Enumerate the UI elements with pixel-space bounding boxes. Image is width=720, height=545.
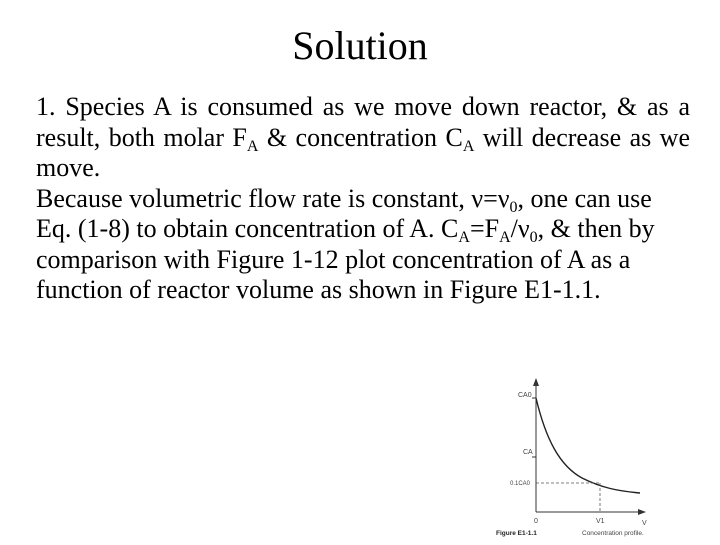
p2-text-3: =F <box>469 214 500 243</box>
concentration-curve <box>536 398 640 493</box>
p2-sub-4: 0 <box>529 229 538 246</box>
label-origin: 0 <box>534 518 538 525</box>
figure-caption-label: Figure E1-1.1 <box>496 530 537 537</box>
solution-text <box>36 92 690 306</box>
figure-caption-text: Concentration profile. <box>582 530 644 537</box>
x-axis-arrow <box>638 509 646 515</box>
y-axis-arrow <box>533 378 539 386</box>
paragraph-2 <box>36 184 690 306</box>
label-v1: V1 <box>596 518 605 525</box>
p2-sub-3: A <box>499 229 511 246</box>
p1-text-c: will decrease as we move. <box>36 122 690 182</box>
p2-text-1: Because volumetric flow rate is constant, ν=ν <box>36 183 510 213</box>
label-ca: CA <box>523 449 533 456</box>
label-01ca0: 0.1CA0 <box>510 481 531 487</box>
p1-text-a: 1. Species A is consumed as we move down reactor, & as a result, both molar F <box>36 92 690 152</box>
p1-sub-b: A <box>462 137 475 155</box>
p2-text-4: /ν <box>510 214 530 243</box>
p2-text-2: , one can use Eq. (1-8) to obtain concentration of A. C <box>36 183 652 243</box>
concentration-profile-figure <box>490 374 690 540</box>
slide-title: Solution <box>292 23 428 68</box>
p2-sub-2: A <box>458 229 470 246</box>
label-ca0: CA0 <box>518 392 532 399</box>
p2-sub-1: 0 <box>509 198 518 216</box>
label-v: V <box>642 520 647 527</box>
p1-sub-a: A <box>246 137 259 155</box>
paragraph-1 <box>36 92 690 184</box>
p2-text-5: , & then by comparison with Figure 1-12 plot concentration of A as a function of reactor volume as shown in Figure E1-1.1. <box>36 214 655 304</box>
p1-text-b: & concentration C <box>258 122 463 152</box>
figure-svg <box>490 374 690 540</box>
